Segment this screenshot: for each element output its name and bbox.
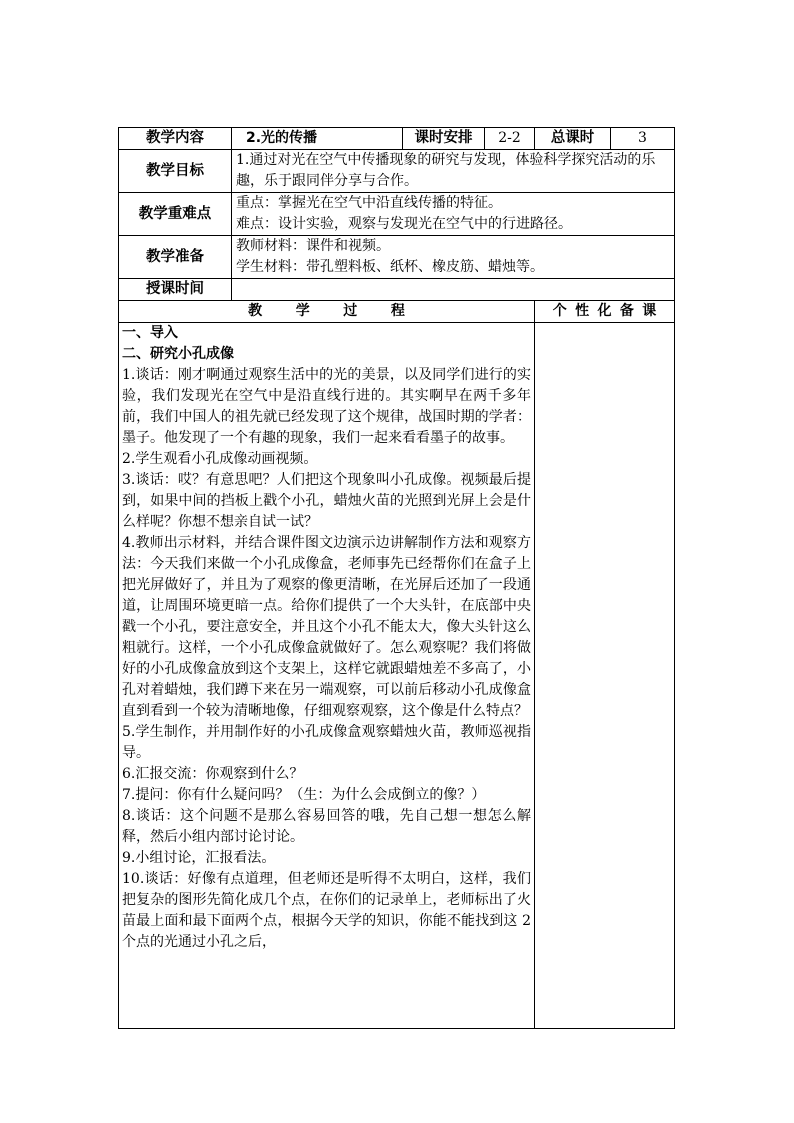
total-label: 总课时	[535, 128, 611, 150]
process-step: 3.谈话：哎？有意思吧？人们把这个现象叫小孔成像。视频最后提到，如果中间的挡板上戳个小孔，蜡烛火苗的光照到光屏上会是什么样呢？你想不想亲自试一试？	[122, 472, 531, 530]
key-points-row	[119, 193, 675, 236]
personal-heading: 个性化备课	[535, 301, 675, 323]
schedule-label: 课时安排	[403, 128, 485, 150]
process-step: 7.提问：你有什么疑问吗？（生：为什么会成倒立的像？）	[122, 787, 486, 803]
section-heading: 二、研究小孔成像	[122, 346, 234, 362]
lesson-title: 2.光的传播	[232, 128, 403, 150]
preparation-row	[119, 236, 675, 279]
process-step: 5.学生制作，并用制作好的小孔成像盒观察蜡烛火苗，教师巡视指导。	[122, 724, 531, 761]
process-heading: 教学过程	[119, 301, 535, 323]
section-heading: 一、导入	[122, 325, 178, 341]
key-point-main: 重点：掌握光在空气中沿直线传播的特征。	[236, 195, 502, 211]
process-step: 6.汇报交流：你观察到什么？	[122, 766, 304, 782]
lesson-plan-sheet	[118, 127, 674, 1029]
process-heading-row	[119, 301, 675, 323]
process-body-row	[119, 323, 675, 1029]
content-label: 教学内容	[119, 128, 232, 150]
preparation-cell	[232, 236, 675, 279]
key-points-label: 教学重难点	[119, 193, 232, 236]
student-materials: 学生材料：带孔塑料板、纸杯、橡皮筋、蜡烛等。	[236, 259, 544, 275]
teacher-materials: 教师材料：课件和视频。	[236, 238, 390, 254]
process-step: 10.谈话：好像有点道理，但老师还是听得不太明白，这样，我们把复杂的图形先简化成几个点，在你们的记录单上，老师标出了火苗最上面和最下面两个点，根据今天学的知识，你能不能找到这 2 个点的光通过小孔之后，	[122, 871, 531, 950]
goals-row	[119, 150, 675, 193]
total-value: 3	[611, 128, 675, 150]
key-points-cell	[232, 193, 675, 236]
process-step: 2.学生观看小孔成像动画视频。	[122, 451, 318, 467]
lesson-plan-table	[118, 127, 675, 1029]
time-value	[232, 279, 675, 301]
header-row	[119, 128, 675, 150]
process-step: 8.谈话：这个问题不是那么容易回答的哦，先自己想一想怎么解释，然后小组内部讨论讨论。	[122, 808, 531, 845]
goals-text: 1.通过对光在空气中传播现象的研究与发现，体验科学探究活动的乐趣，乐于跟同伴分享与合作。	[232, 150, 675, 193]
time-label: 授课时间	[119, 279, 232, 301]
time-row	[119, 279, 675, 301]
preparation-label: 教学准备	[119, 236, 232, 279]
process-step: 4.教师出示材料，并结合课件图文边演示边讲解制作方法和观察方法：今天我们来做一个小孔成像盒，老师事先已经帮你们在盒子上把光屏做好了，并且为了观察的像更清晰，在光屏后还加了一段通道，让周围环境更暗一点。给你们提供了一个大头针，在底部中央戳一个小孔，要注意安全，并且这个小孔不能太大，像大头针这么粗就行。这样，一个小孔成像盒就做好了。怎么观察呢？我们将做好的小孔成像盒放到这个支架上，这样它就跟蜡烛差不多高了，小孔对着蜡烛，我们蹲下来在另一端观察，可以前后移动小孔成像盒直到看到一个较为清晰地像，仔细观察观察，这个像是什么特点？	[122, 535, 531, 719]
process-step: 1.谈话：刚才啊通过观察生活中的光的美景，以及同学们进行的实验，我们发现光在空气中是沿直线行进的。其实啊早在两千多年前，我们中国人的祖先就已经发现了这个规律，战国时期的学者：墨子。他发现了一个有趣的现象，我们一起来看看墨子的故事。	[122, 367, 531, 446]
process-body	[119, 323, 535, 1029]
personal-notes-cell	[535, 323, 675, 1029]
key-point-difficult: 难点：设计实验，观察与发现光在空气中的行进路径。	[236, 216, 572, 232]
schedule-value: 2-2	[485, 128, 535, 150]
goals-label: 教学目标	[119, 150, 232, 193]
process-step: 9.小组讨论，汇报看法。	[122, 850, 276, 866]
